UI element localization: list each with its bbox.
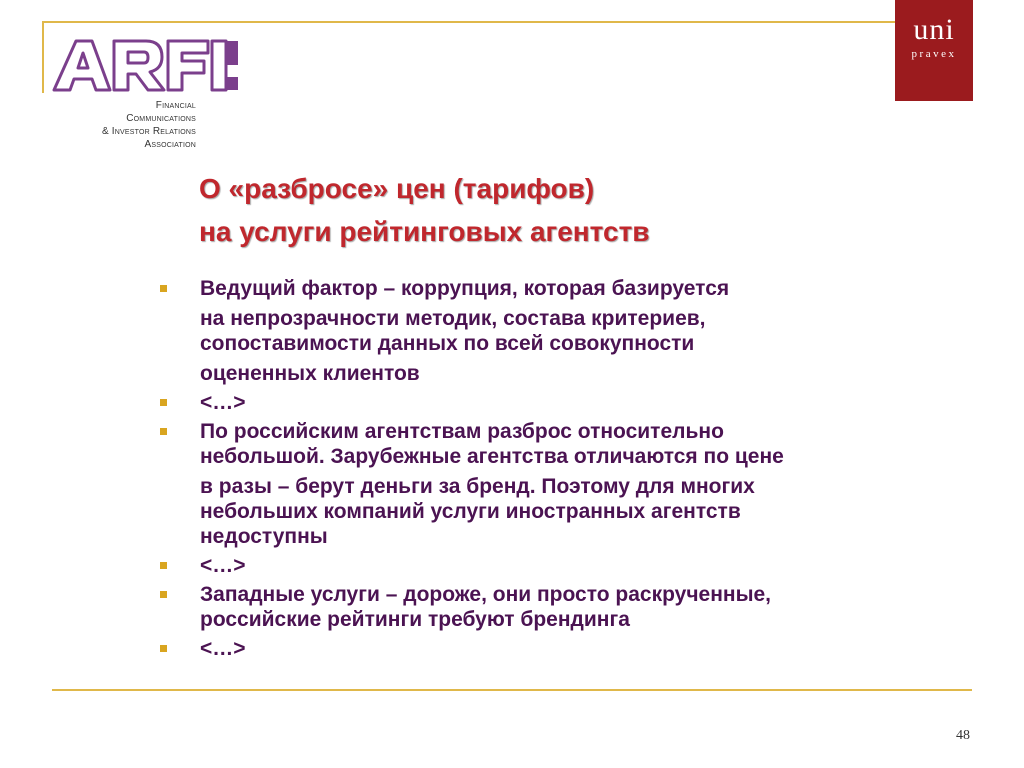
uni-logo-sub: pravex <box>911 48 957 60</box>
bullet-marker <box>160 562 167 569</box>
bullet-line: российские рейтинги требуют брендинга <box>200 608 630 631</box>
uni-logo-word: uni <box>913 13 955 46</box>
bullet-line: <…> <box>200 391 246 414</box>
bullet-line: небольшой. Зарубежные агентства отличаются по цене <box>200 445 784 468</box>
bullet-line: недоступны <box>200 525 328 548</box>
left-frame-line <box>42 21 44 93</box>
top-frame-line <box>42 21 895 23</box>
page-number: 48 <box>956 728 970 743</box>
bullet-marker <box>160 285 167 292</box>
tagline-line: Financial <box>155 100 196 111</box>
logo-square <box>226 41 238 65</box>
bullet-marker <box>160 428 167 435</box>
bullet-marker <box>160 399 167 406</box>
title-line-1: О «разбросе» цен (тарифов) <box>199 173 595 204</box>
bullet-line: оцененных клиентов <box>200 362 420 385</box>
bullet-list <box>160 276 960 665</box>
bullet-line: в разы – берут деньги за бренд. Поэтому для многих <box>200 475 755 498</box>
bullet-line: небольших компаний услуги иностранных агентств <box>200 500 741 523</box>
bullet-line: Западные услуги – дороже, они просто раскрученные, <box>200 583 772 606</box>
title-line-2: на услуги рейтинговых агентств <box>199 216 650 247</box>
bullet-item <box>160 390 960 415</box>
arfi-tagline <box>60 99 196 151</box>
bullet-marker <box>160 645 167 652</box>
bullet-line: <…> <box>200 637 246 660</box>
slide-title <box>199 167 650 253</box>
tagline-line: & Investor Relations <box>101 126 196 137</box>
tagline-line: Communications <box>126 113 196 124</box>
bullet-marker <box>160 591 167 598</box>
bullet-line: <…> <box>200 554 246 577</box>
uni-pravex-logo <box>895 0 973 101</box>
bullet-item <box>160 553 960 578</box>
bullet-item <box>160 419 960 549</box>
bullet-line: Ведущий фактор – коррупция, которая базируется <box>200 277 730 300</box>
bullet-line: сопоставимости данных по всей совокупности <box>200 332 695 355</box>
bullet-item <box>160 636 960 661</box>
bullet-item <box>160 276 960 386</box>
bullet-line: на непрозрачности методик, состава критериев, <box>200 307 706 330</box>
bullet-item <box>160 582 960 632</box>
bullet-line: По российским агентствам разброс относительно <box>200 420 724 443</box>
tagline-line: Association <box>144 139 196 150</box>
bottom-divider-line <box>52 689 972 691</box>
